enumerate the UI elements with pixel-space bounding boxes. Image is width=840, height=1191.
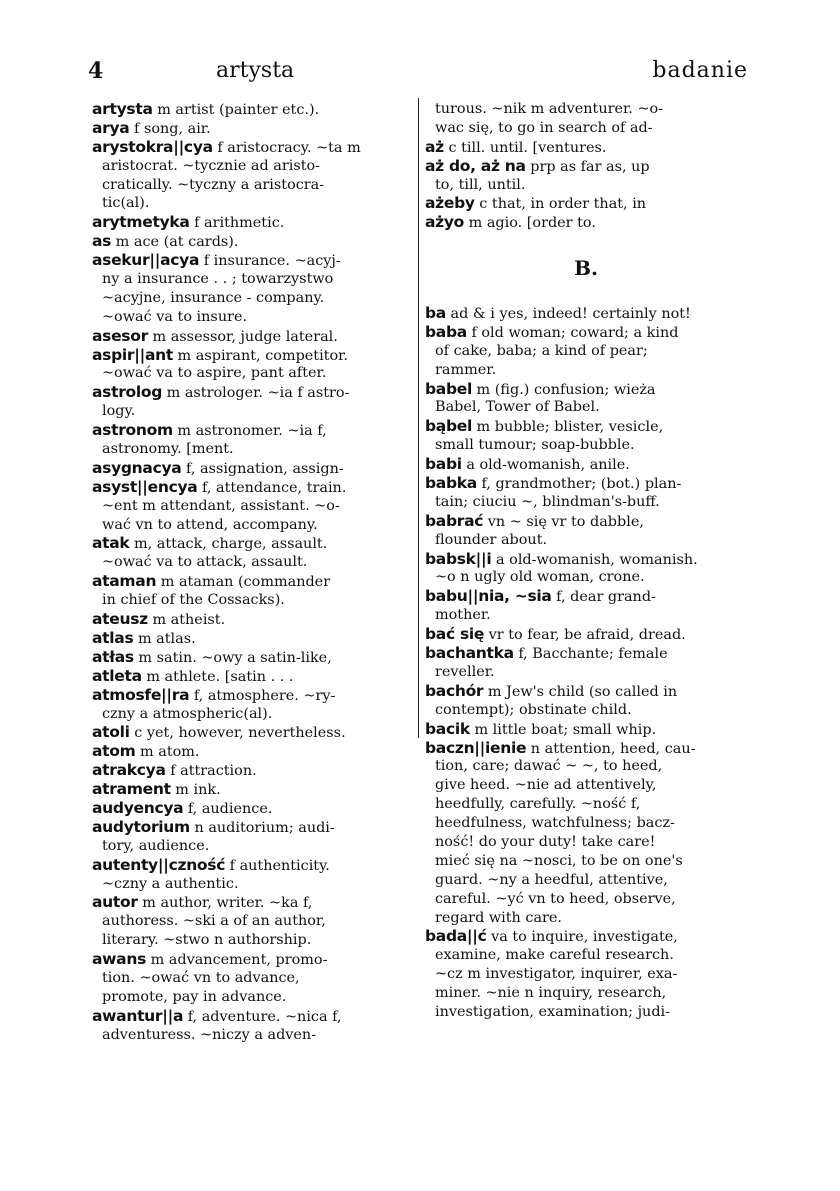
entry-headword: audyencya xyxy=(92,798,184,817)
entry-definition: f attraction. xyxy=(165,763,257,780)
entry-continuation: tain; ciuciu ~, blindman's-buff. xyxy=(435,493,660,510)
entry-continuation: ~ować va to aspire, pant after. xyxy=(102,365,327,382)
entry-definition: m ataman (commander xyxy=(156,574,331,591)
dictionary-entry xyxy=(425,304,747,323)
entry-continuation: ~o n ugly old woman, crone. xyxy=(435,569,645,586)
entry-headword: ażyo xyxy=(425,213,465,232)
entry-continuation: turous. ~nik m adventurer. ~o- xyxy=(435,101,664,117)
entry-continuation: to, till, until. xyxy=(435,176,526,193)
entry-continuation: give heed. ~nie ad attentively, xyxy=(435,777,657,794)
column-divider xyxy=(418,98,419,738)
entry-definition: f, dear grand- xyxy=(551,589,656,606)
dictionary-entry xyxy=(425,323,747,342)
entry-definition: f, atmosphere. ~ry- xyxy=(189,687,336,704)
entry-headword: ba xyxy=(425,304,446,323)
dictionary-entry xyxy=(425,157,747,176)
entry-definition: c yet, however, nevertheless. xyxy=(129,725,346,742)
entry-continuation: careful. ~yć vn to heed, observe, xyxy=(435,890,676,907)
entry-definition: c that, in order that, in xyxy=(474,196,647,213)
entry-continuation: ny a insurance . . ; towarzystwo xyxy=(102,271,334,288)
section-heading: B. xyxy=(574,256,598,281)
entry-continuation: literary. ~stwo n authorship. xyxy=(102,932,312,949)
entry-definition: prp as far as, up xyxy=(525,158,650,175)
entry-definition: va to inquire, investigate, xyxy=(486,929,678,946)
dictionary-entry xyxy=(92,893,410,912)
entry-headword: arytmetyka xyxy=(92,213,190,232)
entry-definition: f, Bacchante; female xyxy=(513,646,668,663)
entry-headword: babel xyxy=(425,379,472,398)
entry-headword: atak xyxy=(92,534,130,553)
entry-definition: m astronomer. ~ia f, xyxy=(172,423,327,440)
entry-headword: bąbel xyxy=(425,417,472,436)
entry-definition: m artist (painter etc.). xyxy=(152,102,320,118)
entry-continuation: miner. ~nie n inquiry, research, xyxy=(435,985,667,1002)
entry-headword: awans xyxy=(92,950,146,969)
entry-continuation: small tumour; soap-bubble. xyxy=(435,437,635,454)
entry-definition: vr to fear, be afraid, dread. xyxy=(484,627,686,644)
entry-definition: f, adventure. ~nica f, xyxy=(183,1008,342,1025)
blank-line xyxy=(425,285,747,304)
entry-headword: asesor xyxy=(92,326,148,345)
dictionary-entry xyxy=(92,648,410,667)
entry-headword: atmosfe||ra xyxy=(92,685,190,704)
entry-definition: vn ~ się vr to dabble, xyxy=(483,513,644,530)
entry-continuation: regard with care. xyxy=(435,909,563,926)
entry-definition: m agio. [order to. xyxy=(464,215,596,232)
entry-continuation: of cake, baba; a kind of pear; xyxy=(435,342,648,359)
dictionary-entry xyxy=(425,512,747,531)
entry-definition: f, assignation, assign- xyxy=(181,460,344,477)
entry-definition: f, grandmother; (bot.) plan- xyxy=(476,476,682,493)
entry-headword: asyst||encya xyxy=(92,477,198,496)
entry-definition: m ace (at cards). xyxy=(111,234,239,251)
page-number: 4 xyxy=(88,58,104,84)
entry-headword: audytorium xyxy=(92,817,190,836)
entry-continuation: ~ować va to insure. xyxy=(102,308,248,325)
dictionary-entry xyxy=(425,644,747,663)
entry-headword: astronom xyxy=(92,421,173,440)
dictionary-entry xyxy=(92,138,410,157)
entry-continuation: tion, care; dawać ~ ~, to heed, xyxy=(435,758,663,775)
entry-headword: aż do, aż na xyxy=(425,156,526,175)
dictionary-entry xyxy=(425,455,747,474)
entry-definition: m (fig.) confusion; wieża xyxy=(471,381,656,398)
entry-definition: m astrologer. ~ia f astro- xyxy=(162,385,350,402)
dictionary-entry xyxy=(92,346,410,365)
entry-headword: autenty||czność xyxy=(92,855,226,874)
dictionary-entry xyxy=(425,587,747,606)
entry-definition: n auditorium; audi- xyxy=(189,819,335,836)
entry-continuation: aristocrat. ~tycznie ad aristo- xyxy=(102,157,321,174)
entry-continuation: tic(al). xyxy=(102,195,150,212)
dictionary-entry xyxy=(92,421,410,440)
dictionary-entry xyxy=(92,667,410,686)
entry-definition: f authenticity. xyxy=(225,857,330,874)
entry-definition: m little boat; small whip. xyxy=(469,721,657,738)
entry-definition: ad & i yes, indeed! certainly not! xyxy=(445,306,691,323)
entry-definition: m satin. ~owy a satin-like, xyxy=(133,649,332,666)
entry-headword: atrakcya xyxy=(92,761,166,780)
entry-headword: babka xyxy=(425,474,477,493)
entry-definition: m advancement, promo- xyxy=(146,952,328,969)
dictionary-entry xyxy=(92,213,410,232)
dictionary-entry xyxy=(425,417,747,436)
entry-continuation: ność! do your duty! take care! xyxy=(435,833,656,850)
dictionary-entry xyxy=(92,119,410,138)
entry-continuation: heedfully, carefully. ~ność f, xyxy=(435,796,641,813)
entry-headword: babsk||i xyxy=(425,549,492,568)
entry-definition: f, attendance, train. xyxy=(197,479,347,496)
entry-definition: f old woman; coward; a kind xyxy=(466,324,679,341)
dictionary-entry xyxy=(92,232,410,251)
entry-headword: aż xyxy=(425,137,444,156)
dictionary-entry xyxy=(425,739,747,758)
entry-continuation: flounder about. xyxy=(435,531,548,548)
entry-definition: f insurance. ~acyj- xyxy=(199,253,341,270)
entry-definition: m atom. xyxy=(135,744,200,761)
entry-headword: babu||nia, ~sia xyxy=(425,587,552,606)
dictionary-entry xyxy=(92,856,410,875)
entry-headword: aspir||ant xyxy=(92,345,173,364)
entry-continuation: wac się, to go in search of ad- xyxy=(435,119,653,136)
dictionary-entry xyxy=(425,380,747,399)
entry-headword: bachór xyxy=(425,681,484,700)
entry-headword: autor xyxy=(92,893,138,912)
dictionary-entry xyxy=(92,950,410,969)
entry-definition: m athlete. [satin . . . xyxy=(141,668,294,685)
entry-definition: m author, writer. ~ka f, xyxy=(137,895,313,912)
entry-definition: m atheist. xyxy=(147,612,226,629)
right-guide-word: badanie xyxy=(652,58,748,83)
entry-continuation: promote, pay in advance. xyxy=(102,988,287,1005)
entry-continuation: cratically. ~tyczny a aristocra- xyxy=(102,176,325,193)
entry-continuation: reveller. xyxy=(435,663,495,680)
dictionary-entry xyxy=(425,213,747,232)
dictionary-entry xyxy=(92,723,410,742)
dictionary-entry xyxy=(92,1007,410,1026)
entry-headword: bada||ć xyxy=(425,927,487,946)
entry-headword: baba xyxy=(425,322,467,341)
entry-continuation: czny a atmospheric(al). xyxy=(102,705,273,722)
entry-definition: n attention, heed, cau- xyxy=(526,740,696,757)
entry-continuation: guard. ~ny a heedful, attentive, xyxy=(435,871,668,888)
dictionary-entry xyxy=(92,780,410,799)
entry-headword: babi xyxy=(425,455,462,474)
entry-continuation: ~czny a authentic. xyxy=(102,875,239,892)
entry-continuation: in chief of the Cossacks). xyxy=(102,592,285,609)
entry-continuation: mother. xyxy=(435,607,491,624)
left-column xyxy=(92,100,410,1045)
entry-definition: f aristocracy. ~ta m xyxy=(212,139,361,156)
entry-continuation: mieć się na ~nosci, to be on one's xyxy=(435,852,683,869)
entry-continuation: ~cz m investigator, inquirer, exa- xyxy=(435,966,678,983)
dictionary-entry xyxy=(425,720,747,739)
entry-headword: asygnacya xyxy=(92,458,182,477)
dictionary-entry xyxy=(425,625,747,644)
entry-continuation: astronomy. [ment. xyxy=(102,441,234,458)
dictionary-entry xyxy=(425,682,747,701)
entry-definition: m ink. xyxy=(170,782,221,799)
entry-headword: bachantka xyxy=(425,644,514,663)
entry-definition: a old-womanish, womanish. xyxy=(491,551,698,568)
entry-headword: arya xyxy=(92,118,130,137)
dictionary-entry xyxy=(92,534,410,553)
entry-definition: m Jew's child (so called in xyxy=(483,683,678,700)
entry-continuation: wać vn to attend, accompany. xyxy=(102,516,318,533)
entry-continuation: examine, make careful research. xyxy=(435,947,674,964)
entry-continuation: ~ować va to attack, assault. xyxy=(102,554,308,571)
dictionary-entry xyxy=(92,610,410,629)
left-guide-word: artysta xyxy=(216,58,295,83)
entry-headword: atłas xyxy=(92,647,134,666)
entry-continuation: Babel, Tower of Babel. xyxy=(435,399,600,416)
dictionary-entry xyxy=(92,818,410,837)
entry-headword: asekur||acya xyxy=(92,251,200,270)
dictionary-entry xyxy=(92,251,410,270)
entry-headword: bacik xyxy=(425,719,470,738)
entry-continuation: rammer. xyxy=(435,361,497,378)
dictionary-entry xyxy=(92,686,410,705)
entry-definition: m bubble; blister, vesicle, xyxy=(471,419,664,436)
dictionary-entry xyxy=(92,383,410,402)
dictionary-entry xyxy=(425,474,747,493)
entry-headword: atrament xyxy=(92,780,171,799)
entry-headword: bać się xyxy=(425,625,485,644)
entry-definition: c till. until. [ventures. xyxy=(443,139,607,156)
entry-headword: artysta xyxy=(92,100,153,118)
entry-continuation: logy. xyxy=(102,403,136,420)
dictionary-entry xyxy=(92,572,410,591)
entry-headword: ażeby xyxy=(425,194,475,213)
dictionary-entry xyxy=(92,742,410,761)
dictionary-entry xyxy=(92,459,410,478)
right-column xyxy=(425,100,747,1022)
entry-headword: babrać xyxy=(425,511,484,530)
blank-line xyxy=(425,232,747,251)
dictionary-entry xyxy=(425,194,747,213)
entry-headword: awantur||a xyxy=(92,1006,184,1025)
entry-definition: m assessor, judge lateral. xyxy=(147,328,338,345)
dictionary-entry xyxy=(92,799,410,818)
entry-headword: atom xyxy=(92,742,136,761)
entry-continuation: ~ent m attendant, assistant. ~o- xyxy=(102,497,340,514)
dictionary-entry xyxy=(425,550,747,569)
entry-continuation: ~acyjne, insurance - company. xyxy=(102,289,325,306)
entry-headword: atleta xyxy=(92,666,142,685)
entry-definition: a old-womanish, anile. xyxy=(461,457,630,474)
entry-headword: atoli xyxy=(92,723,130,742)
entry-headword: atlas xyxy=(92,628,134,647)
entry-continuation: authoress. ~ski a of an author, xyxy=(102,913,326,930)
entry-continuation: investigation, examination; judi- xyxy=(435,1003,671,1020)
dictionary-entry xyxy=(92,478,410,497)
dictionary-entry xyxy=(92,327,410,346)
entry-definition: f, audience. xyxy=(183,800,273,817)
entry-definition: f arithmetic. xyxy=(189,215,285,232)
entry-continuation: heedfulness, watchfulness; bacz- xyxy=(435,815,675,832)
entry-headword: ateusz xyxy=(92,610,148,629)
entry-definition: m aspirant, competitor. xyxy=(172,347,349,364)
dictionary-entry xyxy=(92,761,410,780)
entry-headword: astrolog xyxy=(92,383,163,402)
entry-headword: ataman xyxy=(92,572,157,591)
entry-definition: f song, air. xyxy=(129,120,211,137)
dictionary-entry xyxy=(92,100,410,119)
entry-definition: m atlas. xyxy=(133,630,196,647)
entry-continuation: tion. ~ować vn to advance, xyxy=(102,969,300,986)
entry-headword: arystokra||cya xyxy=(92,137,213,156)
entry-headword: as xyxy=(92,232,112,251)
dictionary-entry xyxy=(92,629,410,648)
entry-continuation: contempt); obstinate child. xyxy=(435,701,632,718)
page-header xyxy=(88,58,748,92)
entry-definition: m, attack, charge, assault. xyxy=(129,536,328,553)
entry-headword: baczn||ienie xyxy=(425,738,527,757)
entry-continuation: adventuress. ~niczy a adven- xyxy=(102,1026,317,1043)
entry-continuation: tory, audience. xyxy=(102,837,210,854)
dictionary-entry xyxy=(425,138,747,157)
dictionary-entry xyxy=(425,927,747,946)
